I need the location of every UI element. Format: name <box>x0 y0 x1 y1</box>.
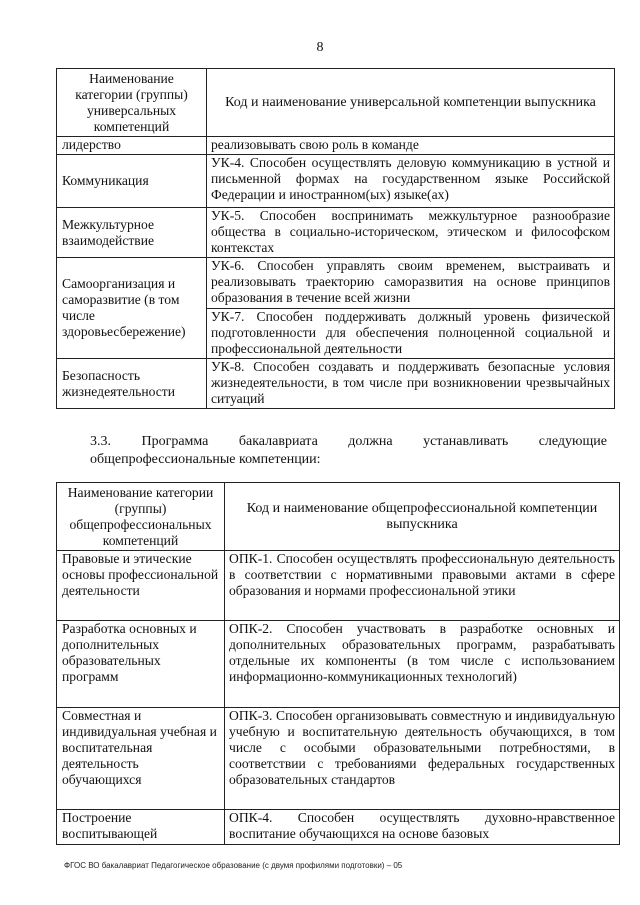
row-category: Безопасность жизнедеятельности <box>57 359 207 409</box>
general-professional-competences-table <box>56 482 620 845</box>
row-category: Разработка основных и дополнительных образовательных программ <box>57 621 225 708</box>
section-paragraph-line2: общепрофессиональные компетенции: <box>90 452 321 467</box>
page-footer: ФГОС ВО бакалавриат Педагогическое образование (с двумя профилями подготовки) – 05 <box>64 861 403 870</box>
universal-competences-table <box>56 68 615 409</box>
row-competence: ОПК-1. Способен осуществлять профессиональную деятельность в соответствии с нормативными правовыми актами в сфере образования и нормами профессиональной этики <box>225 551 620 621</box>
header-category: Наименование категории (группы) универсальных компетенций <box>57 69 207 137</box>
table-header-row <box>57 483 620 551</box>
table-header-row <box>57 69 615 137</box>
row-category: Коммуникация <box>57 155 207 208</box>
section-paragraph-line1: 3.3. Программа бакалавриата должна устанавливать следующие <box>90 434 607 449</box>
row-competence: УК-7. Способен поддерживать должный уровень физической подготовленности для обеспечения полноценной социальной и профессиональной деятельности <box>207 309 615 359</box>
row-category: Совместная и индивидуальная учебная и воспитательная деятельность обучающихся <box>57 708 225 810</box>
row-category: Самоорганизация и саморазвитие (в том числе здоровьесбережение) <box>57 258 207 359</box>
table-row <box>57 137 615 155</box>
header-category: Наименование категории (группы) общепрофессиональных компетенций <box>57 483 225 551</box>
row-competence: УК-4. Способен осуществлять деловую коммуникацию в устной и письменной формах на государственном языке Российской Федерации и иностранном(ых) языке(ах) <box>207 155 615 208</box>
table-row <box>57 810 620 845</box>
row-competence: ОПК-3. Способен организовывать совместную и индивидуальную учебную и воспитательную деятельность обучающихся, в том числе с особыми образовательными потребностями, в соответствии с требованиями федеральных государственных образовательных стандартов <box>225 708 620 810</box>
row-competence: ОПК-4. Способен осуществлять духовно-нравственное воспитание обучающихся на основе базовых <box>225 810 620 845</box>
table-row <box>57 208 615 258</box>
table-row <box>57 551 620 621</box>
table-row <box>57 708 620 810</box>
row-competence: УК-5. Способен воспринимать межкультурное разнообразие общества в социально-историческом, этическом и философском контекстах <box>207 208 615 258</box>
row-category: Межкультурное взаимодействие <box>57 208 207 258</box>
table-row <box>57 359 615 409</box>
row-competence: ОПК-2. Способен участвовать в разработке основных и дополнительных образовательных программ, разрабатывать отдельные их компоненты (в том числе с использованием информационно-коммуникационных технологий) <box>225 621 620 708</box>
header-competence: Код и наименование общепрофессиональной компетенции выпускника <box>225 483 620 551</box>
page-number: 8 <box>316 40 324 55</box>
row-category: Построение воспитывающей <box>57 810 225 845</box>
row-category: лидерство <box>57 137 207 155</box>
table-row <box>57 621 620 708</box>
header-competence: Код и наименование универсальной компетенции выпускника <box>207 69 615 137</box>
row-competence: УК-6. Способен управлять своим временем, выстраивать и реализовывать траекторию саморазвития на основе принципов образования в течение всей жизни <box>207 258 615 309</box>
table-row <box>57 258 615 309</box>
table-row <box>57 155 615 208</box>
row-category: Правовые и этические основы профессиональной деятельности <box>57 551 225 621</box>
row-competence: УК-8. Способен создавать и поддерживать безопасные условия жизнедеятельности, в том числе при возникновении чрезвычайных ситуаций <box>207 359 615 409</box>
row-competence: реализовывать свою роль в команде <box>207 137 615 155</box>
